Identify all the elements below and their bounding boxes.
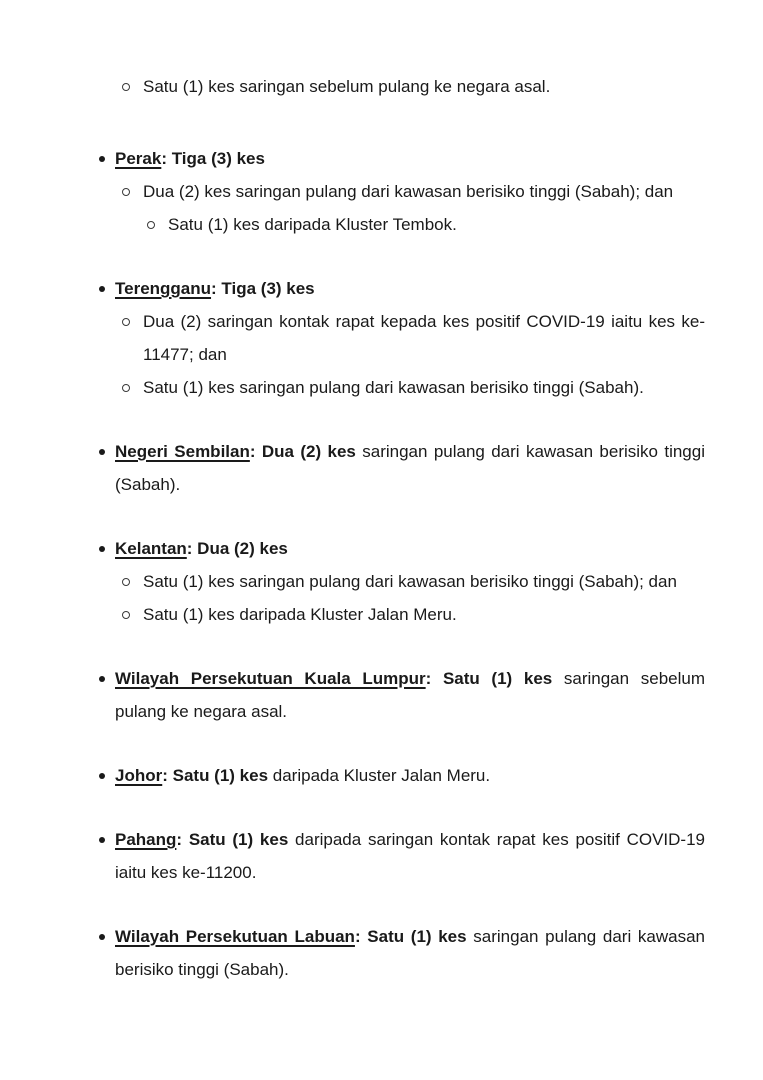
item-text: saringan pulang dari kawasan berisiko tinggi (Sabah). — [115, 927, 706, 979]
state-name: Perak — [115, 149, 162, 168]
circle-bullet-icon — [122, 578, 130, 586]
item-text: daripada saringan kontak rapat kes positif COVID-19 iaitu kes ke-11200. — [115, 830, 706, 882]
case-count: : Tiga (3) kes — [211, 279, 315, 298]
list-item-wp-kuala-lumpur — [0, 662, 763, 728]
item-text: Satu (1) kes saringan pulang dari kawasan berisiko tinggi (Sabah). — [143, 378, 644, 397]
disc-bullet-icon — [99, 837, 105, 843]
list-item-orphan — [0, 70, 763, 103]
item-text: saringan sebelum pulang ke negara asal. — [115, 669, 705, 721]
state-name: Wilayah Persekutuan Labuan — [115, 927, 355, 946]
disc-bullet-icon — [99, 676, 105, 682]
list-item-kelantan — [0, 532, 763, 631]
sub-bullet-line — [143, 565, 705, 598]
disc-bullet-icon — [99, 286, 105, 292]
state-name: Kelantan — [115, 539, 187, 558]
circle-bullet-icon — [122, 384, 130, 392]
case-count: : Satu (1) kes — [176, 830, 289, 849]
sub-bullet-line — [143, 70, 705, 103]
list-item-negeri-sembilan — [0, 435, 763, 501]
circle-bullet-icon — [122, 611, 130, 619]
circle-bullet-icon — [147, 221, 155, 229]
case-count: : Satu (1) kes — [162, 766, 269, 785]
disc-bullet-icon — [99, 156, 105, 162]
list-item-johor — [0, 759, 763, 792]
list-item-terengganu — [0, 272, 763, 404]
circle-bullet-icon — [122, 83, 130, 91]
case-count: : Dua (2) kes — [249, 442, 356, 461]
state-heading — [115, 435, 705, 501]
state-heading — [115, 142, 705, 175]
case-count: : Dua (2) kes — [186, 539, 288, 558]
item-text: Satu (1) kes daripada Kluster Jalan Meru. — [143, 605, 457, 624]
state-name: Johor — [115, 766, 163, 785]
case-count: : Tiga (3) kes — [161, 149, 265, 168]
sub-bullet-line — [143, 371, 705, 404]
disc-bullet-icon — [99, 449, 105, 455]
item-text: Dua (2) kes saringan pulang dari kawasan berisiko tinggi (Sabah); dan — [143, 182, 674, 201]
disc-bullet-icon — [99, 773, 105, 779]
sub-bullet-line — [143, 305, 705, 371]
state-heading — [115, 532, 705, 565]
circle-bullet-icon — [122, 318, 130, 326]
list-item-pahang — [0, 823, 763, 889]
state-heading — [115, 662, 705, 728]
state-heading — [115, 823, 705, 889]
item-text: Satu (1) kes saringan pulang dari kawasan berisiko tinggi (Sabah); dan — [143, 572, 677, 591]
circle-bullet-icon — [122, 188, 130, 196]
state-name: Wilayah Persekutuan Kuala Lumpur — [115, 669, 426, 688]
sub-bullet-line — [143, 598, 705, 631]
item-text: Dua (2) saringan kontak rapat kepada kes positif COVID-19 iaitu kes ke-11477; dan — [143, 312, 705, 364]
case-count: : Satu (1) kes — [425, 669, 553, 688]
item-text: Satu (1) kes daripada Kluster Tembok. — [168, 215, 457, 234]
state-heading — [115, 759, 705, 792]
list-item-perak — [0, 142, 763, 241]
state-heading — [115, 272, 705, 305]
state-name: Pahang — [115, 830, 177, 849]
item-text: saringan pulang dari kawasan berisiko tinggi (Sabah). — [115, 442, 705, 494]
item-text: daripada Kluster Jalan Meru. — [268, 766, 491, 785]
sub-sub-bullet-line — [168, 208, 705, 241]
disc-bullet-icon — [99, 546, 105, 552]
state-name: Negeri Sembilan — [115, 442, 250, 461]
case-count: : Satu (1) kes — [354, 927, 467, 946]
state-name: Terengganu — [115, 279, 212, 298]
list-item-wp-labuan — [0, 920, 763, 986]
disc-bullet-icon — [99, 934, 105, 940]
state-heading — [115, 920, 705, 986]
item-text: Satu (1) kes saringan sebelum pulang ke negara asal. — [143, 77, 551, 96]
sub-bullet-line — [143, 175, 705, 208]
